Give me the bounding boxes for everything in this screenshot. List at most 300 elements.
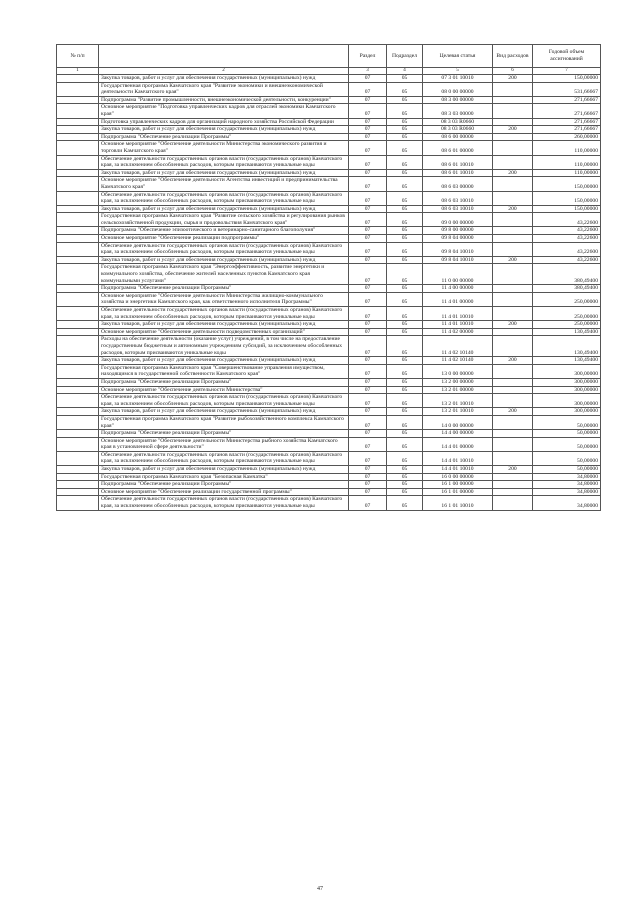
row-kind-cell — [493, 451, 533, 465]
row-section-cell: 07 — [349, 488, 387, 496]
row-subsection-cell: 05 — [387, 169, 423, 177]
row-section-cell: 07 — [349, 364, 387, 378]
row-subsection-cell: 05 — [387, 256, 423, 264]
row-name-cell: Основное мероприятие "Обеспечение реализации государственной программы" — [99, 488, 349, 496]
table-row — [57, 235, 601, 243]
row-kind-cell — [493, 473, 533, 481]
row-amount-cell: 43,22600 — [533, 235, 601, 243]
table-row — [57, 141, 601, 155]
row-target-cell: 14 0 00 00000 — [423, 415, 493, 429]
row-subsection-cell: 05 — [387, 415, 423, 429]
table-row — [57, 205, 601, 213]
row-amount-cell: 300,00000 — [533, 408, 601, 416]
row-section-cell: 07 — [349, 285, 387, 293]
table-row — [57, 104, 601, 118]
row-kind-cell — [493, 155, 533, 169]
row-target-cell: 08 6 03 10010 — [423, 205, 493, 213]
row-amount-cell: 250,00000 — [533, 292, 601, 306]
row-number-cell — [57, 378, 99, 386]
table-row — [57, 496, 601, 510]
header-section: Раздел — [349, 45, 387, 68]
row-kind-cell — [493, 82, 533, 96]
row-amount-cell: 300,00000 — [533, 364, 601, 378]
row-number-cell — [57, 466, 99, 474]
row-section-cell: 07 — [349, 430, 387, 438]
row-amount-cell: 43,22600 — [533, 256, 601, 264]
row-subsection-cell: 05 — [387, 118, 423, 126]
row-number-cell — [57, 155, 99, 169]
row-name-cell: Подпрограмма "Обеспечение реализации Программы" — [99, 430, 349, 438]
row-name-cell: Обеспечение деятельности государственных органов власти (государственных органов) Камчатского края, за исключением обособленных расходов, которым присваиваются уникальные коды — [99, 496, 349, 510]
row-amount-cell: 271,66667 — [533, 96, 601, 104]
row-subsection-cell: 05 — [387, 386, 423, 394]
page-number: 47 — [317, 886, 323, 892]
row-section-cell: 07 — [349, 75, 387, 83]
row-kind-cell: 200 — [493, 408, 533, 416]
row-amount-cell: 130,49400 — [533, 328, 601, 336]
row-name-cell: Закупка товаров, работ и услуг для обеспечения государственных (муниципальных) нужд — [99, 256, 349, 264]
row-subsection-cell: 05 — [387, 242, 423, 256]
table-row — [57, 336, 601, 357]
row-kind-cell — [493, 307, 533, 321]
row-kind-cell — [493, 415, 533, 429]
row-target-cell: 09 8 04 00000 — [423, 235, 493, 243]
row-name-cell: Основное мероприятие "Подготовка управленческих кадров для отраслей экономики Камчатского края" — [99, 104, 349, 118]
row-subsection-cell: 05 — [387, 481, 423, 489]
row-amount-cell: 43,22600 — [533, 242, 601, 256]
row-kind-cell — [493, 488, 533, 496]
row-target-cell: 11 0 00 00000 — [423, 264, 493, 285]
row-section-cell: 07 — [349, 126, 387, 134]
table-row — [57, 364, 601, 378]
index-cell: 5 — [423, 68, 493, 75]
row-amount-cell: 300,00000 — [533, 378, 601, 386]
row-subsection-cell: 05 — [387, 408, 423, 416]
row-section-cell: 07 — [349, 336, 387, 357]
row-kind-cell — [493, 481, 533, 489]
row-kind-cell — [493, 496, 533, 510]
table-row — [57, 386, 601, 394]
row-name-cell: Закупка товаров, работ и услуг для обеспечения государственных (муниципальных) нужд — [99, 126, 349, 134]
row-section-cell: 07 — [349, 227, 387, 235]
row-number-cell — [57, 488, 99, 496]
row-number-cell — [57, 177, 99, 191]
row-name-cell: Закупка товаров, работ и услуг для обеспечения государственных (муниципальных) нужд — [99, 205, 349, 213]
row-target-cell: 16 1 01 00000 — [423, 488, 493, 496]
table-row — [57, 481, 601, 489]
row-section-cell: 07 — [349, 242, 387, 256]
row-section-cell: 07 — [349, 104, 387, 118]
table-row — [57, 256, 601, 264]
row-target-cell: 11 4 01 00000 — [423, 292, 493, 306]
row-target-cell: 13 2 00 00000 — [423, 378, 493, 386]
row-kind-cell — [493, 430, 533, 438]
row-name-cell: Закупка товаров, работ и услуг для обеспечения государственных (муниципальных) нужд — [99, 357, 349, 365]
row-target-cell: 08 6 00 00000 — [423, 133, 493, 141]
row-section-cell: 07 — [349, 213, 387, 227]
row-subsection-cell: 05 — [387, 133, 423, 141]
row-name-cell: Закупка товаров, работ и услуг для обеспечения государственных (муниципальных) нужд — [99, 466, 349, 474]
table-row — [57, 75, 601, 83]
row-name-cell: Подпрограмма "Обеспечение реализации Программы" — [99, 378, 349, 386]
row-number-cell — [57, 496, 99, 510]
row-kind-cell — [493, 292, 533, 306]
row-amount-cell: 50,00000 — [533, 451, 601, 465]
row-target-cell: 11 4 01 10010 — [423, 321, 493, 329]
row-kind-cell: 200 — [493, 256, 533, 264]
row-number-cell — [57, 285, 99, 293]
row-target-cell: 11 4 01 10010 — [423, 307, 493, 321]
row-section-cell: 07 — [349, 481, 387, 489]
row-subsection-cell: 05 — [387, 336, 423, 357]
row-amount-cell: 260,00000 — [533, 133, 601, 141]
row-name-cell: Закупка товаров, работ и услуг для обеспечения государственных (муниципальных) нужд — [99, 75, 349, 83]
row-name-cell: Государственная программа Камчатского края "Безопасная Камчатка" — [99, 473, 349, 481]
row-number-cell — [57, 328, 99, 336]
row-amount-cell: 130,49400 — [533, 336, 601, 357]
row-number-cell — [57, 141, 99, 155]
row-target-cell: 14 4 00 00000 — [423, 430, 493, 438]
row-kind-cell — [493, 242, 533, 256]
row-subsection-cell: 05 — [387, 430, 423, 438]
index-cell: 3 — [349, 68, 387, 75]
row-kind-cell — [493, 235, 533, 243]
row-number-cell — [57, 191, 99, 205]
row-section-cell: 07 — [349, 415, 387, 429]
row-section-cell: 07 — [349, 191, 387, 205]
row-name-cell: Государственная программа Камчатского края "Совершенствование управления имуществом, находящимся в государственной собственности Камчатского края" — [99, 364, 349, 378]
row-target-cell: 16 1 00 00000 — [423, 481, 493, 489]
row-number-cell — [57, 213, 99, 227]
row-target-cell: 11 4 00 00000 — [423, 285, 493, 293]
table-row — [57, 126, 601, 134]
row-subsection-cell: 05 — [387, 394, 423, 408]
row-amount-cell: 50,00000 — [533, 415, 601, 429]
row-section-cell: 07 — [349, 256, 387, 264]
table-row — [57, 415, 601, 429]
row-target-cell: 08 3 03 R0660 — [423, 118, 493, 126]
row-name-cell: Обеспечение деятельности государственных органов власти (государственных органов) Камчатского края, за исключением обособленных расходов, которым присваиваются уникальные коды — [99, 307, 349, 321]
row-kind-cell — [493, 104, 533, 118]
table-row — [57, 430, 601, 438]
row-number-cell — [57, 169, 99, 177]
row-amount-cell: 531,66667 — [533, 82, 601, 96]
row-kind-cell: 200 — [493, 169, 533, 177]
row-subsection-cell: 05 — [387, 357, 423, 365]
row-name-cell: Основное мероприятие "Обеспечение деятельности подведомственных организаций" — [99, 328, 349, 336]
table-row — [57, 213, 601, 227]
row-number-cell — [57, 235, 99, 243]
row-number-cell — [57, 394, 99, 408]
header-number: № п/п — [57, 45, 99, 68]
table-row — [57, 169, 601, 177]
row-amount-cell: 110,00000 — [533, 141, 601, 155]
row-amount-cell: 34,80000 — [533, 496, 601, 510]
row-section-cell: 07 — [349, 169, 387, 177]
row-target-cell: 08 6 01 10010 — [423, 155, 493, 169]
row-subsection-cell: 05 — [387, 213, 423, 227]
table-row — [57, 321, 601, 329]
row-number-cell — [57, 408, 99, 416]
row-subsection-cell: 05 — [387, 264, 423, 285]
row-kind-cell — [493, 336, 533, 357]
row-subsection-cell: 05 — [387, 466, 423, 474]
row-subsection-cell: 05 — [387, 321, 423, 329]
row-amount-cell: 50,00000 — [533, 466, 601, 474]
table-row — [57, 437, 601, 451]
row-subsection-cell: 05 — [387, 155, 423, 169]
row-section-cell: 07 — [349, 292, 387, 306]
row-amount-cell: 300,00000 — [533, 394, 601, 408]
row-section-cell: 07 — [349, 496, 387, 510]
table-body — [57, 75, 601, 511]
row-number-cell — [57, 357, 99, 365]
budget-table — [56, 44, 601, 511]
row-name-cell: Подпрограмма "Обеспечение реализации Программы" — [99, 133, 349, 141]
table-row — [57, 133, 601, 141]
row-name-cell: Подпрограмма "Обеспечение реализации Программы" — [99, 481, 349, 489]
table-row — [57, 357, 601, 365]
table-row — [57, 378, 601, 386]
row-kind-cell — [493, 264, 533, 285]
table-row — [57, 96, 601, 104]
row-section-cell: 07 — [349, 378, 387, 386]
row-kind-cell: 200 — [493, 126, 533, 134]
row-subsection-cell: 05 — [387, 75, 423, 83]
row-subsection-cell: 05 — [387, 378, 423, 386]
row-target-cell: 08 3 00 00000 — [423, 96, 493, 104]
row-amount-cell: 271,66667 — [533, 126, 601, 134]
row-target-cell: 08 0 00 00000 — [423, 82, 493, 96]
row-subsection-cell: 05 — [387, 235, 423, 243]
row-name-cell: Закупка товаров, работ и услуг для обеспечения государственных (муниципальных) нужд — [99, 321, 349, 329]
row-amount-cell: 150,00000 — [533, 205, 601, 213]
row-kind-cell — [493, 213, 533, 227]
row-number-cell — [57, 473, 99, 481]
row-kind-cell — [493, 437, 533, 451]
row-subsection-cell: 05 — [387, 364, 423, 378]
table-row — [57, 473, 601, 481]
header-name — [99, 45, 349, 68]
row-kind-cell — [493, 177, 533, 191]
row-kind-cell: 200 — [493, 75, 533, 83]
row-section-cell: 07 — [349, 118, 387, 126]
row-name-cell: Государственная программа Камчатского края "Развитие экономики и внешнеэкономической деятельности Камчатского края" — [99, 82, 349, 96]
row-target-cell: 14 4 01 00000 — [423, 437, 493, 451]
table-row — [57, 394, 601, 408]
row-name-cell: Расходы на обеспечение деятельности (оказание услуг) учреждений, в том числе на предоставление государственным бюджетным и автономным учреждениям субсидий, за исключением обособленных расходов, которым присваиваются уникальные коды — [99, 336, 349, 357]
row-section-cell: 07 — [349, 177, 387, 191]
row-name-cell: Подпрограмма "Обеспечение эпизоотического и ветеринарно-санитарного благополучия" — [99, 227, 349, 235]
header-target: Целевая статья — [423, 45, 493, 68]
row-target-cell: 13 2 01 00000 — [423, 386, 493, 394]
header-kind: Вид расходов — [493, 45, 533, 68]
row-name-cell: Подпрограмма "Обеспечение реализации Программы" — [99, 285, 349, 293]
row-section-cell: 07 — [349, 451, 387, 465]
row-subsection-cell: 05 — [387, 205, 423, 213]
row-subsection-cell: 05 — [387, 227, 423, 235]
row-name-cell: Основное мероприятие "Обеспечение деятельности Агентства инвестиций и предпринимательства Камчатского края" — [99, 177, 349, 191]
row-target-cell: 09 8 04 10010 — [423, 242, 493, 256]
table-row — [57, 191, 601, 205]
row-name-cell: Обеспечение деятельности государственных органов власти (государственных органов) Камчатского края, за исключением обособленных расходов, которым присваиваются уникальные коды — [99, 451, 349, 465]
row-section-cell: 07 — [349, 321, 387, 329]
row-name-cell: Подпрограмма "Развитие промышленности, внешнеэкономической деятельности, конкуренции" — [99, 96, 349, 104]
row-kind-cell — [493, 133, 533, 141]
row-number-cell — [57, 481, 99, 489]
row-subsection-cell: 05 — [387, 126, 423, 134]
row-number-cell — [57, 82, 99, 96]
row-subsection-cell: 05 — [387, 104, 423, 118]
row-section-cell: 07 — [349, 264, 387, 285]
row-number-cell — [57, 386, 99, 394]
row-amount-cell: 300,00000 — [533, 386, 601, 394]
row-number-cell — [57, 118, 99, 126]
row-section-cell: 07 — [349, 473, 387, 481]
row-kind-cell — [493, 328, 533, 336]
row-number-cell — [57, 451, 99, 465]
row-target-cell: 09 8 00 00000 — [423, 227, 493, 235]
row-amount-cell: 110,00000 — [533, 155, 601, 169]
row-section-cell: 07 — [349, 307, 387, 321]
row-kind-cell: 200 — [493, 321, 533, 329]
row-target-cell: 14 4 01 10010 — [423, 466, 493, 474]
row-name-cell: Основное мероприятие "Обеспечение деятельности Министерства рыбного хозяйства Камчатского края в установленной сфере деятельности" — [99, 437, 349, 451]
row-amount-cell: 150,00000 — [533, 191, 601, 205]
row-section-cell: 07 — [349, 155, 387, 169]
row-kind-cell: 200 — [493, 466, 533, 474]
row-amount-cell: 380,49400 — [533, 285, 601, 293]
row-kind-cell — [493, 96, 533, 104]
row-section-cell: 07 — [349, 394, 387, 408]
row-target-cell: 11 4 02 10140 — [423, 336, 493, 357]
row-number-cell — [57, 415, 99, 429]
row-amount-cell: 34,80000 — [533, 488, 601, 496]
row-target-cell: 08 6 03 10010 — [423, 191, 493, 205]
row-section-cell: 07 — [349, 386, 387, 394]
row-name-cell: Основное мероприятие "Обеспечение деятельности Министерства жилищно-коммунального хозяйства и энергетики Камчатского края, как ответственного исполнителя Программы" — [99, 292, 349, 306]
row-amount-cell: 34,80000 — [533, 481, 601, 489]
row-kind-cell — [493, 386, 533, 394]
row-name-cell: Закупка товаров, работ и услуг для обеспечения государственных (муниципальных) нужд — [99, 169, 349, 177]
table-row — [57, 118, 601, 126]
row-kind-cell — [493, 285, 533, 293]
header-subsection: Подраздел — [387, 45, 423, 68]
row-kind-cell — [493, 227, 533, 235]
row-section-cell: 07 — [349, 466, 387, 474]
row-name-cell: Государственная программа Камчатского края "Развитие рыбохозяйственного комплекса Камчатского края" — [99, 415, 349, 429]
table-row — [57, 227, 601, 235]
header-amount: Годовой объем ассигнований — [533, 45, 601, 68]
row-target-cell: 09 8 04 10010 — [423, 256, 493, 264]
row-amount-cell: 150,00000 — [533, 75, 601, 83]
row-number-cell — [57, 205, 99, 213]
row-number-cell — [57, 256, 99, 264]
row-section-cell: 07 — [349, 133, 387, 141]
row-subsection-cell: 05 — [387, 451, 423, 465]
row-amount-cell: 250,00000 — [533, 307, 601, 321]
row-target-cell: 16 0 00 00000 — [423, 473, 493, 481]
row-name-cell: Обеспечение деятельности государственных органов власти (государственных органов) Камчатского края, за исключением обособленных расходов, которым присваиваются уникальные коды — [99, 242, 349, 256]
row-amount-cell: 43,22600 — [533, 213, 601, 227]
row-name-cell: Основное мероприятие "Обеспечение деятельности Министерства экономического развития и торговли Камчатского края" — [99, 141, 349, 155]
row-section-cell: 07 — [349, 141, 387, 155]
row-name-cell: Основное мероприятие "Обеспечение реализации подпрограммы" — [99, 235, 349, 243]
table-row — [57, 451, 601, 465]
row-name-cell: Подготовка управленческих кадров для организаций народного хозяйства Российской Федерации — [99, 118, 349, 126]
row-kind-cell — [493, 364, 533, 378]
row-amount-cell: 250,00000 — [533, 321, 601, 329]
row-number-cell — [57, 75, 99, 83]
row-target-cell: 13 0 00 00000 — [423, 364, 493, 378]
row-amount-cell: 271,66667 — [533, 118, 601, 126]
index-cell: 4 — [387, 68, 423, 75]
row-target-cell: 08 6 01 00000 — [423, 141, 493, 155]
row-section-cell: 07 — [349, 235, 387, 243]
row-section-cell: 07 — [349, 357, 387, 365]
row-number-cell — [57, 227, 99, 235]
table-row — [57, 328, 601, 336]
row-number-cell — [57, 96, 99, 104]
row-target-cell: 08 6 03 00000 — [423, 177, 493, 191]
row-subsection-cell: 05 — [387, 82, 423, 96]
row-amount-cell: 50,00000 — [533, 430, 601, 438]
row-target-cell: 08 3 03 R0660 — [423, 126, 493, 134]
row-kind-cell: 200 — [493, 357, 533, 365]
row-target-cell: 13 2 01 10010 — [423, 394, 493, 408]
row-amount-cell: 271,66667 — [533, 104, 601, 118]
index-row — [57, 68, 601, 75]
row-section-cell: 07 — [349, 328, 387, 336]
row-amount-cell: 50,00000 — [533, 437, 601, 451]
row-number-cell — [57, 126, 99, 134]
index-cell: 6 — [493, 68, 533, 75]
index-cell: 7 — [533, 68, 601, 75]
row-amount-cell: 130,49400 — [533, 357, 601, 365]
row-target-cell: 16 1 01 10010 — [423, 496, 493, 510]
table-row — [57, 82, 601, 96]
row-target-cell: 11 4 02 10140 — [423, 357, 493, 365]
row-subsection-cell: 05 — [387, 328, 423, 336]
row-subsection-cell: 05 — [387, 292, 423, 306]
table-row — [57, 242, 601, 256]
row-amount-cell: 150,00000 — [533, 177, 601, 191]
row-subsection-cell: 05 — [387, 96, 423, 104]
table-row — [57, 155, 601, 169]
row-target-cell: 08 3 03 00000 — [423, 104, 493, 118]
row-kind-cell — [493, 118, 533, 126]
row-section-cell: 07 — [349, 96, 387, 104]
row-name-cell: Обеспечение деятельности государственных органов власти (государственных органов) Камчатского края, за исключением обособленных расходов, которым присваиваются уникальные коды — [99, 191, 349, 205]
row-number-cell — [57, 292, 99, 306]
row-number-cell — [57, 104, 99, 118]
row-kind-cell — [493, 394, 533, 408]
row-subsection-cell: 05 — [387, 496, 423, 510]
row-number-cell — [57, 307, 99, 321]
row-amount-cell: 43,22600 — [533, 227, 601, 235]
row-number-cell — [57, 437, 99, 451]
header-row — [57, 45, 601, 68]
row-section-cell: 07 — [349, 437, 387, 451]
row-subsection-cell: 05 — [387, 191, 423, 205]
row-subsection-cell: 05 — [387, 437, 423, 451]
row-name-cell: Обеспечение деятельности государственных органов власти (государственных органов) Камчатского края, за исключением обособленных расходов, которым присваиваются уникальные коды — [99, 394, 349, 408]
row-number-cell — [57, 133, 99, 141]
row-kind-cell: 200 — [493, 205, 533, 213]
row-number-cell — [57, 364, 99, 378]
row-amount-cell: 110,00000 — [533, 169, 601, 177]
row-name-cell: Государственная программа Камчатского края "Развитие сельского хозяйства и регулирования рынков сельскохозяйственной продукции, сырья и продовольствия Камчатского края" — [99, 213, 349, 227]
